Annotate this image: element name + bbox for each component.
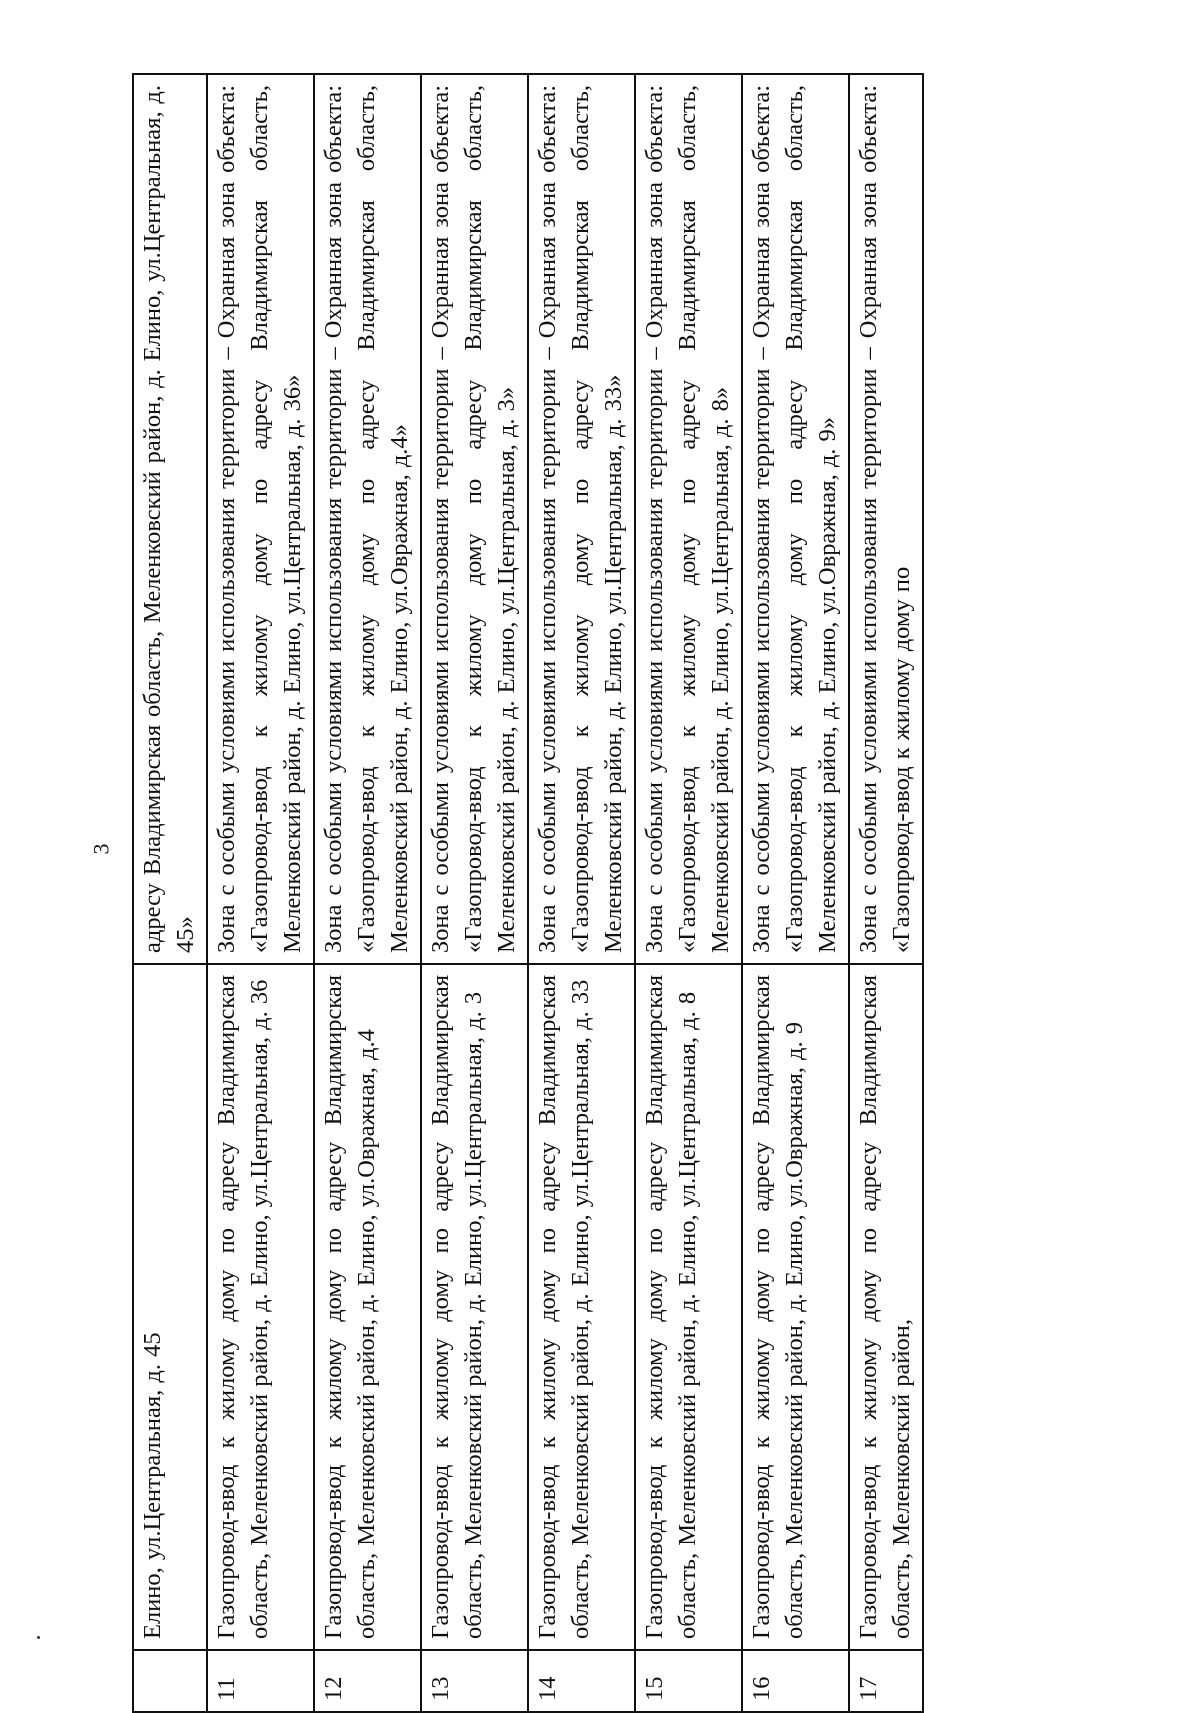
object-name: Газопровод-ввод к жилому дому по адресу Владимирская область, Меленковский район, д. Елино, ул.Центральная, д. 33 — [528, 964, 635, 1650]
row-number: 11 — [207, 1650, 314, 1712]
table-row — [421, 74, 528, 1712]
scan-speck — [37, 1636, 40, 1639]
object-name: Газопровод-ввод к жилому дому по адресу Владимирская область, Меленковский район, — [849, 964, 923, 1650]
table-row — [849, 74, 923, 1712]
object-name: Газопровод-ввод к жилому дому по адресу Владимирская область, Меленковский район, д. Елино, ул.Центральная, д. 36 — [207, 964, 314, 1650]
table-row — [207, 74, 314, 1712]
object-name: Газопровод-ввод к жилому дому по адресу Владимирская область, Меленковский район, д. Елино, ул.Центральная, д. 8 — [635, 964, 742, 1650]
zone-description: Зона с особыми условиями использования территории – Охранная зона объекта: «Газопровод-ввод к жилому дому по адресу Владимирская область, Меленковский район, д. Елино, ул.Центральная, д. 33» — [528, 74, 635, 964]
table-row — [133, 74, 207, 1712]
row-number: 17 — [849, 1650, 923, 1712]
table-row — [314, 74, 421, 1712]
zone-description: Зона с особыми условиями использования территории – Охранная зона объекта: «Газопровод-ввод к жилому дому по адресу Владимирская область, Меленковский район, д. Елино, ул.Овражная, д. 9» — [742, 74, 849, 964]
zone-description: Зона с особыми условиями использования территории – Охранная зона объекта: «Газопровод-ввод к жилому дому по адресу Владимирская область, Меленковский район, д. Елино, ул.Центральная, д. 8» — [635, 74, 742, 964]
object-name: Елино, ул.Центральная, д. 45 — [133, 964, 207, 1650]
zone-description: Зона с особыми условиями использования территории – Охранная зона объекта: «Газопровод-ввод к жилому дому по — [849, 74, 923, 964]
row-number: 12 — [314, 1650, 421, 1712]
zone-description: Зона с особыми условиями использования территории – Охранная зона объекта: «Газопровод-ввод к жилому дому по адресу Владимирская область, Меленковский район, д. Елино, ул.Центральная, д. 36» — [207, 74, 314, 964]
zones-table — [132, 73, 924, 1713]
row-number: 14 — [528, 1650, 635, 1712]
zone-description: адресу Владимирская область, Меленковский район, д. Елино, ул.Центральная, д. 45» — [133, 74, 207, 964]
row-number: 15 — [635, 1650, 742, 1712]
row-number — [133, 1650, 207, 1712]
object-name: Газопровод-ввод к жилому дому по адресу Владимирская область, Меленковский район, д. Елино, ул.Овражная, д.4 — [314, 964, 421, 1650]
zone-description: Зона с особыми условиями использования территории – Охранная зона объекта: «Газопровод-ввод к жилому дому по адресу Владимирская область, Меленковский район, д. Елино, ул.Центральная, д. 3» — [421, 74, 528, 964]
object-name: Газопровод-ввод к жилому дому по адресу Владимирская область, Меленковский район, д. Елино, ул.Овражная, д. 9 — [742, 964, 849, 1650]
object-name: Газопровод-ввод к жилому дому по адресу Владимирская область, Меленковский район, д. Елино, ул.Центральная, д. 3 — [421, 964, 528, 1650]
page-number: 3 — [88, 843, 114, 855]
row-number: 16 — [742, 1650, 849, 1712]
table-row — [742, 74, 849, 1712]
row-number: 13 — [421, 1650, 528, 1712]
table-row — [528, 74, 635, 1712]
rotated-table-sheet — [132, 75, 1060, 1713]
table-row — [635, 74, 742, 1712]
zone-description: Зона с особыми условиями использования территории – Охранная зона объекта: «Газопровод-ввод к жилому дому по адресу Владимирская область, Меленковский район, д. Елино, ул.Овражная, д.4» — [314, 74, 421, 964]
